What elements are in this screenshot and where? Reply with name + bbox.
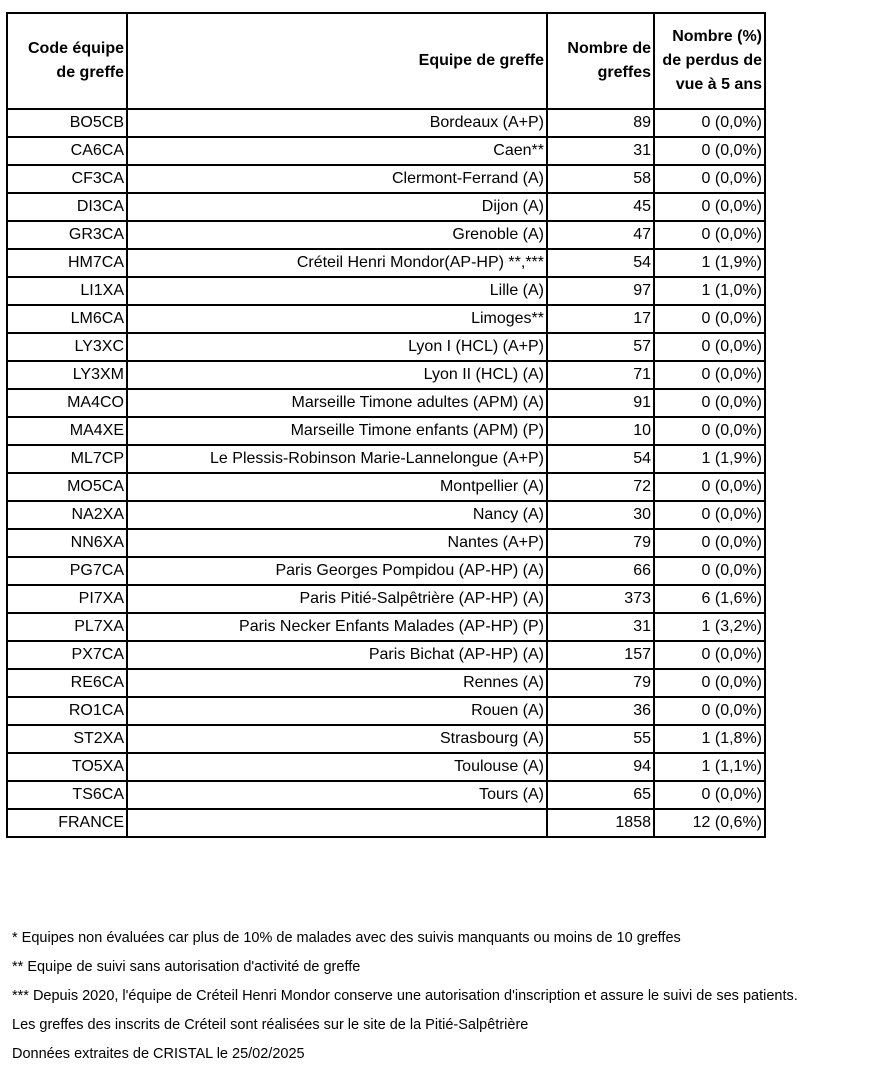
cell-lost-to-follow-up: 0 (0,0%) bbox=[654, 109, 765, 137]
cell-team-name: Paris Necker Enfants Malades (AP-HP) (P) bbox=[127, 613, 547, 641]
cell-team-name: Créteil Henri Mondor(AP-HP) **,*** bbox=[127, 249, 547, 277]
footnote-source: Données extraites de CRISTAL le 25/02/2025 bbox=[12, 1046, 305, 1062]
table-row bbox=[7, 781, 765, 809]
cell-lost-to-follow-up: 0 (0,0%) bbox=[654, 473, 765, 501]
cell-graft-count: 54 bbox=[547, 249, 654, 277]
cell-team-name: Lyon II (HCL) (A) bbox=[127, 361, 547, 389]
cell-graft-count: 47 bbox=[547, 221, 654, 249]
cell-team-name: Lyon I (HCL) (A+P) bbox=[127, 333, 547, 361]
cell-lost-to-follow-up: 0 (0,0%) bbox=[654, 305, 765, 333]
cell-graft-count: 66 bbox=[547, 557, 654, 585]
cell-team-code: LI1XA bbox=[7, 277, 127, 305]
cell-graft-count: 54 bbox=[547, 445, 654, 473]
cell-team-code: TO5XA bbox=[7, 753, 127, 781]
table-row bbox=[7, 445, 765, 473]
table-row bbox=[7, 725, 765, 753]
table-row bbox=[7, 697, 765, 725]
cell-lost-to-follow-up: 1 (1,0%) bbox=[654, 277, 765, 305]
cell-team-code: CF3CA bbox=[7, 165, 127, 193]
cell-graft-count: 57 bbox=[547, 333, 654, 361]
cell-lost-to-follow-up: 1 (1,8%) bbox=[654, 725, 765, 753]
table-row bbox=[7, 305, 765, 333]
cell-team-name: Lille (A) bbox=[127, 277, 547, 305]
cell-team-code: CA6CA bbox=[7, 137, 127, 165]
cell-team-code: ML7CP bbox=[7, 445, 127, 473]
cell-lost-to-follow-up: 0 (0,0%) bbox=[654, 221, 765, 249]
table-row bbox=[7, 249, 765, 277]
cell-lost-to-follow-up: 0 (0,0%) bbox=[654, 641, 765, 669]
cell-team-name: Le Plessis-Robinson Marie-Lannelongue (A+P) bbox=[127, 445, 547, 473]
table-row bbox=[7, 529, 765, 557]
footnote-2: ** Equipe de suivi sans autorisation d'activité de greffe bbox=[12, 959, 361, 975]
cell-lost-to-follow-up: 0 (0,0%) bbox=[654, 417, 765, 445]
cell-lost-to-follow-up: 1 (1,9%) bbox=[654, 445, 765, 473]
header-lost-to-follow-up: Nombre (%) de perdus de vue à 5 ans bbox=[654, 13, 765, 109]
cell-lost-to-follow-up: 0 (0,0%) bbox=[654, 389, 765, 417]
cell-lost-to-follow-up: 0 (0,0%) bbox=[654, 501, 765, 529]
cell-team-name: Nancy (A) bbox=[127, 501, 547, 529]
cell-team-code: DI3CA bbox=[7, 193, 127, 221]
cell-graft-count: 58 bbox=[547, 165, 654, 193]
cell-team-name: Rennes (A) bbox=[127, 669, 547, 697]
cell-graft-count: 94 bbox=[547, 753, 654, 781]
cell-lost-to-follow-up: 0 (0,0%) bbox=[654, 165, 765, 193]
cell-team-name: Dijon (A) bbox=[127, 193, 547, 221]
cell-lost-to-follow-up: 1 (1,9%) bbox=[654, 249, 765, 277]
cell-team-code: GR3CA bbox=[7, 221, 127, 249]
cell-lost-to-follow-up: 0 (0,0%) bbox=[654, 557, 765, 585]
table-row bbox=[7, 585, 765, 613]
cell-team-code: BO5CB bbox=[7, 109, 127, 137]
footnote-1: * Equipes non évaluées car plus de 10% de malades avec des suivis manquants ou moins de 10 greffes bbox=[12, 930, 681, 946]
cell-team-name: Nantes (A+P) bbox=[127, 529, 547, 557]
cell-graft-count: 373 bbox=[547, 585, 654, 613]
cell-team-code: MA4XE bbox=[7, 417, 127, 445]
cell-team-code: TS6CA bbox=[7, 781, 127, 809]
header-row bbox=[7, 13, 765, 109]
graft-teams-table bbox=[6, 12, 766, 838]
cell-lost-to-follow-up: 0 (0,0%) bbox=[654, 193, 765, 221]
table-row bbox=[7, 389, 765, 417]
table-row bbox=[7, 417, 765, 445]
cell-lost-to-follow-up: 0 (0,0%) bbox=[654, 781, 765, 809]
cell-team-code: MO5CA bbox=[7, 473, 127, 501]
cell-team-code: ST2XA bbox=[7, 725, 127, 753]
table-row bbox=[7, 669, 765, 697]
cell-graft-count: 1858 bbox=[547, 809, 654, 837]
cell-graft-count: 89 bbox=[547, 109, 654, 137]
cell-graft-count: 31 bbox=[547, 137, 654, 165]
cell-team-name: Paris Georges Pompidou (AP-HP) (A) bbox=[127, 557, 547, 585]
cell-team-name: Toulouse (A) bbox=[127, 753, 547, 781]
cell-graft-count: 31 bbox=[547, 613, 654, 641]
cell-team-name: Caen** bbox=[127, 137, 547, 165]
cell-team-name: Marseille Timone adultes (APM) (A) bbox=[127, 389, 547, 417]
header-team-code: Code équipe de greffe bbox=[7, 13, 127, 109]
cell-team-code: RE6CA bbox=[7, 669, 127, 697]
cell-team-name: Tours (A) bbox=[127, 781, 547, 809]
cell-team-code: LY3XM bbox=[7, 361, 127, 389]
cell-team-name: Grenoble (A) bbox=[127, 221, 547, 249]
cell-team-code: NN6XA bbox=[7, 529, 127, 557]
cell-lost-to-follow-up: 0 (0,0%) bbox=[654, 137, 765, 165]
table-row bbox=[7, 277, 765, 305]
cell-team-name: Strasbourg (A) bbox=[127, 725, 547, 753]
cell-lost-to-follow-up: 0 (0,0%) bbox=[654, 697, 765, 725]
cell-graft-count: 17 bbox=[547, 305, 654, 333]
cell-team-code: RO1CA bbox=[7, 697, 127, 725]
table-row bbox=[7, 753, 765, 781]
cell-lost-to-follow-up: 6 (1,6%) bbox=[654, 585, 765, 613]
table-row bbox=[7, 361, 765, 389]
cell-graft-count: 71 bbox=[547, 361, 654, 389]
cell-lost-to-follow-up: 12 (0,6%) bbox=[654, 809, 765, 837]
cell-graft-count: 30 bbox=[547, 501, 654, 529]
table-row bbox=[7, 165, 765, 193]
cell-team-code: LY3XC bbox=[7, 333, 127, 361]
cell-team-code: LM6CA bbox=[7, 305, 127, 333]
table-body bbox=[7, 109, 765, 837]
cell-lost-to-follow-up: 1 (3,2%) bbox=[654, 613, 765, 641]
cell-graft-count: 72 bbox=[547, 473, 654, 501]
table-row bbox=[7, 473, 765, 501]
cell-team-name: Limoges** bbox=[127, 305, 547, 333]
table-row bbox=[7, 557, 765, 585]
cell-graft-count: 79 bbox=[547, 529, 654, 557]
cell-lost-to-follow-up: 0 (0,0%) bbox=[654, 529, 765, 557]
table-row bbox=[7, 193, 765, 221]
cell-graft-count: 55 bbox=[547, 725, 654, 753]
cell-team-name: Clermont-Ferrand (A) bbox=[127, 165, 547, 193]
cell-graft-count: 157 bbox=[547, 641, 654, 669]
cell-team-name: Rouen (A) bbox=[127, 697, 547, 725]
footnotes bbox=[12, 924, 798, 1069]
cell-team-code: FRANCE bbox=[7, 809, 127, 837]
cell-team-code: PI7XA bbox=[7, 585, 127, 613]
cell-team-name: Paris Bichat (AP-HP) (A) bbox=[127, 641, 547, 669]
cell-team-name: Marseille Timone enfants (APM) (P) bbox=[127, 417, 547, 445]
table-row bbox=[7, 613, 765, 641]
cell-team-code: NA2XA bbox=[7, 501, 127, 529]
cell-graft-count: 10 bbox=[547, 417, 654, 445]
cell-team-name: Montpellier (A) bbox=[127, 473, 547, 501]
cell-lost-to-follow-up: 1 (1,1%) bbox=[654, 753, 765, 781]
cell-lost-to-follow-up: 0 (0,0%) bbox=[654, 669, 765, 697]
cell-graft-count: 97 bbox=[547, 277, 654, 305]
cell-team-name bbox=[127, 809, 547, 837]
table-row bbox=[7, 641, 765, 669]
cell-graft-count: 79 bbox=[547, 669, 654, 697]
cell-team-code: HM7CA bbox=[7, 249, 127, 277]
cell-team-code: PX7CA bbox=[7, 641, 127, 669]
cell-lost-to-follow-up: 0 (0,0%) bbox=[654, 333, 765, 361]
cell-team-name: Bordeaux (A+P) bbox=[127, 109, 547, 137]
table-header bbox=[7, 13, 765, 109]
header-graft-count: Nombre de greffes bbox=[547, 13, 654, 109]
cell-team-code: PG7CA bbox=[7, 557, 127, 585]
cell-lost-to-follow-up: 0 (0,0%) bbox=[654, 361, 765, 389]
table-row bbox=[7, 109, 765, 137]
footnote-4: Les greffes des inscrits de Créteil sont réalisées sur le site de la Pitié-Salpêtrière bbox=[12, 1017, 529, 1033]
cell-team-name: Paris Pitié-Salpêtrière (AP-HP) (A) bbox=[127, 585, 547, 613]
table-row bbox=[7, 137, 765, 165]
cell-graft-count: 45 bbox=[547, 193, 654, 221]
cell-graft-count: 36 bbox=[547, 697, 654, 725]
table-row bbox=[7, 809, 765, 837]
footnote-3: *** Depuis 2020, l'équipe de Créteil Henri Mondor conserve une autorisation d'inscription et assure le suivi de ses patients. bbox=[12, 988, 798, 1004]
table-row bbox=[7, 501, 765, 529]
header-team-name: Equipe de greffe bbox=[127, 13, 547, 109]
cell-team-code: PL7XA bbox=[7, 613, 127, 641]
cell-graft-count: 91 bbox=[547, 389, 654, 417]
table-row bbox=[7, 333, 765, 361]
cell-team-code: MA4CO bbox=[7, 389, 127, 417]
table-row bbox=[7, 221, 765, 249]
cell-graft-count: 65 bbox=[547, 781, 654, 809]
